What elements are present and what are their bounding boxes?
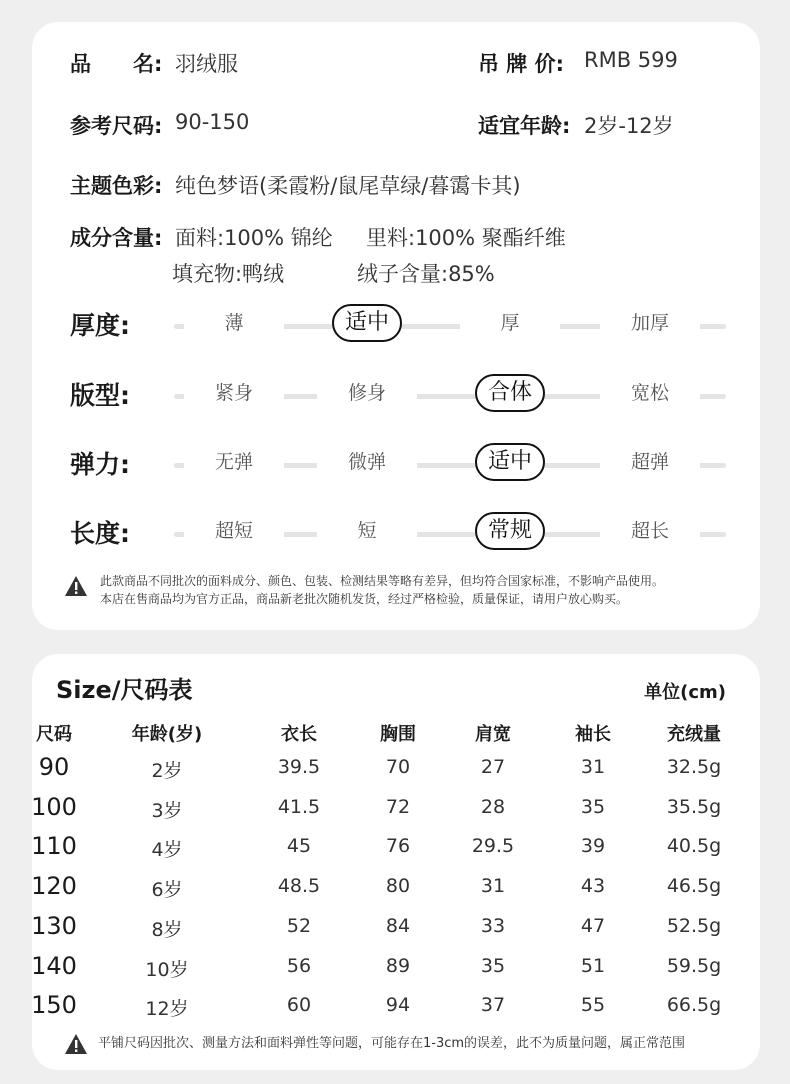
table-cell: 31: [580, 756, 606, 778]
table-cell: 60: [286, 994, 312, 1017]
table-cell: 39.5: [277, 756, 321, 778]
name-label: 品 名:: [70, 52, 163, 76]
table-cell: 56: [286, 954, 312, 977]
table-cell: 4岁: [151, 839, 183, 862]
lining-value: 里料:100% 聚酯纤维: [366, 226, 566, 250]
scale-option-selected: 常规: [475, 512, 545, 550]
scale-option: 微弹: [317, 449, 417, 475]
size-range-value: 90-150: [175, 110, 250, 134]
table-cell: 51: [580, 954, 606, 977]
scale-name: 厚度:: [70, 311, 130, 340]
table-cell: 40.5g: [666, 835, 722, 858]
table-cell: 76: [385, 835, 411, 858]
scale-option-selected: 适中: [475, 443, 545, 481]
table-header-cell: 胸围: [380, 724, 416, 745]
size-range-label: 参考尺码:: [70, 114, 163, 138]
table-cell: 35.5g: [666, 795, 722, 818]
size-table-unit: 单位(cm): [644, 682, 726, 703]
table-cell: 120: [31, 872, 77, 901]
table-cell: 110: [31, 832, 77, 861]
table-cell: 66.5g: [666, 994, 722, 1017]
table-cell: 80: [385, 875, 411, 898]
table-cell: 70: [385, 756, 411, 778]
table-cell: 59.5g: [666, 954, 722, 977]
table-cell: 43: [580, 875, 606, 898]
name-value: 羽绒服: [175, 52, 238, 76]
table-cell: 45: [286, 835, 312, 858]
table-cell: 12岁: [145, 998, 189, 1021]
table-cell: 35: [580, 795, 606, 818]
scale-option: 宽松: [600, 380, 700, 406]
table-cell: 6岁: [151, 879, 183, 902]
scale-name: 版型:: [70, 381, 130, 410]
table-cell: 37: [480, 994, 506, 1017]
color-value: 纯色梦语(柔霞粉/鼠尾草绿/暮霭卡其): [175, 174, 521, 198]
table-cell: 47: [580, 914, 606, 937]
table-header-cell: 年龄(岁): [131, 724, 203, 745]
table-cell: 90: [38, 753, 70, 781]
price-value: RMB 599: [584, 48, 678, 72]
scale-name: 弹力:: [70, 450, 130, 479]
table-cell: 33: [480, 914, 506, 937]
table-cell: 72: [385, 795, 411, 818]
scale-option: 短: [317, 518, 417, 544]
warning-icon: [64, 575, 88, 601]
table-cell: 10岁: [145, 958, 189, 981]
table-cell: 89: [385, 954, 411, 977]
material-label: 成分含量:: [70, 226, 163, 250]
table-cell: 27: [480, 756, 506, 778]
table-cell: 94: [385, 994, 411, 1017]
table-header-cell: 袖长: [575, 724, 611, 745]
table-cell: 8岁: [151, 918, 183, 941]
age-value: 2岁-12岁: [584, 114, 674, 138]
table-cell: 130: [31, 911, 77, 940]
scale-option: 薄: [184, 310, 284, 336]
table-cell: 150: [31, 991, 77, 1020]
table-cell: 52: [286, 914, 312, 937]
table-cell: 41.5: [277, 795, 321, 818]
size-table-card: [32, 654, 760, 1070]
filling-value: 填充物:鸭绒: [172, 262, 285, 286]
notice-line-2: 本店在售商品均为官方正品，商品新老批次随机发货，经过严格检验，质量保证，请用户放心购买。: [100, 592, 629, 606]
table-cell: 28: [480, 795, 506, 818]
table-cell: 39: [580, 835, 606, 858]
table-cell: 31: [480, 875, 506, 898]
down-content-value: 绒子含量:85%: [357, 262, 495, 286]
table-cell: 35: [480, 954, 506, 977]
size-table-title: Size/尺码表: [56, 676, 193, 704]
product-info-card: [32, 22, 760, 630]
scale-row: [70, 441, 730, 485]
scale-option: 厚: [460, 310, 560, 336]
table-cell: 46.5g: [666, 875, 722, 898]
table-cell: 52.5g: [666, 914, 722, 937]
measurement-notice: 平铺尺码因批次、测量方法和面料弹性等问题，可能存在1-3cm的误差，此不为质量问题，属正常范围: [98, 1036, 686, 1051]
table-cell: 100: [31, 792, 77, 821]
scale-option-selected: 合体: [475, 374, 545, 412]
table-cell: 55: [580, 994, 606, 1017]
table-cell: 84: [385, 914, 411, 937]
table-cell: 32.5g: [666, 756, 722, 778]
warning-icon: [64, 1033, 88, 1059]
table-header-cell: 充绒量: [667, 724, 721, 745]
scale-row: [70, 372, 730, 416]
table-header-cell: 衣长: [281, 724, 317, 745]
color-label: 主题色彩:: [70, 174, 163, 198]
table-header-cell: 尺码: [36, 724, 72, 745]
table-header-cell: 肩宽: [475, 724, 511, 745]
scale-option: 紧身: [184, 380, 284, 406]
price-label: 吊 牌 价:: [478, 52, 565, 76]
scale-name: 长度:: [70, 519, 130, 548]
scale-option: 无弹: [184, 449, 284, 475]
age-label: 适宜年龄:: [478, 114, 571, 138]
scale-row: [70, 510, 730, 554]
scale-option: 超短: [184, 518, 284, 544]
fabric-value: 面料:100% 锦纶: [175, 226, 333, 250]
table-cell: 48.5: [277, 875, 321, 898]
table-cell: 2岁: [151, 760, 183, 782]
scale-option-selected: 适中: [332, 304, 402, 342]
scale-row: [70, 302, 730, 346]
scale-option: 超弹: [600, 449, 700, 475]
table-cell: 29.5: [471, 835, 515, 858]
scale-option: 加厚: [600, 310, 700, 336]
scale-option: 修身: [317, 380, 417, 406]
scale-option: 超长: [600, 518, 700, 544]
table-cell: 3岁: [151, 799, 183, 822]
notice-line-1: 此款商品不同批次的面料成分、颜色、包装、检测结果等略有差异，但均符合国家标准，不影响产品使用。: [100, 574, 665, 588]
table-cell: 140: [31, 951, 77, 980]
